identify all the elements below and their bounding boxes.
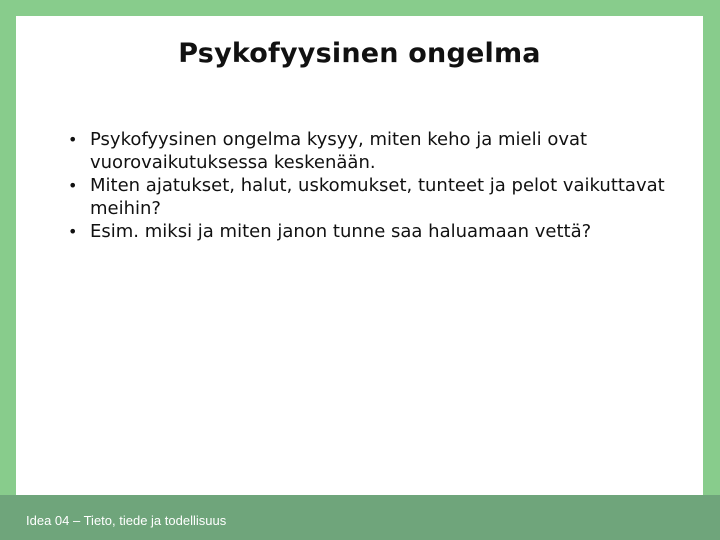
bullet-marker: • (68, 222, 78, 241)
bullet-marker: • (68, 176, 78, 195)
bullet-text: Miten ajatukset, halut, uskomukset, tunteet ja pelot vaikuttavat meihin? (90, 175, 665, 219)
bullet-item (68, 220, 678, 243)
bullet-list (68, 128, 678, 243)
footer-text: Idea 04 – Tieto, tiede ja todellisuus (26, 513, 227, 528)
footer-bar (0, 495, 720, 540)
bullet-text: Psykofyysinen ongelma kysyy, miten keho ja mieli ovat vuorovaikutuksessa keskenään. (90, 129, 588, 173)
bullet-item (68, 128, 678, 174)
bullet-text: Esim. miksi ja miten janon tunne saa haluamaan vettä? (90, 221, 592, 242)
bullet-marker: • (68, 130, 78, 149)
slide-title: Psykofyysinen ongelma (178, 38, 541, 69)
bullet-item (68, 174, 678, 220)
slide-panel (16, 16, 703, 495)
